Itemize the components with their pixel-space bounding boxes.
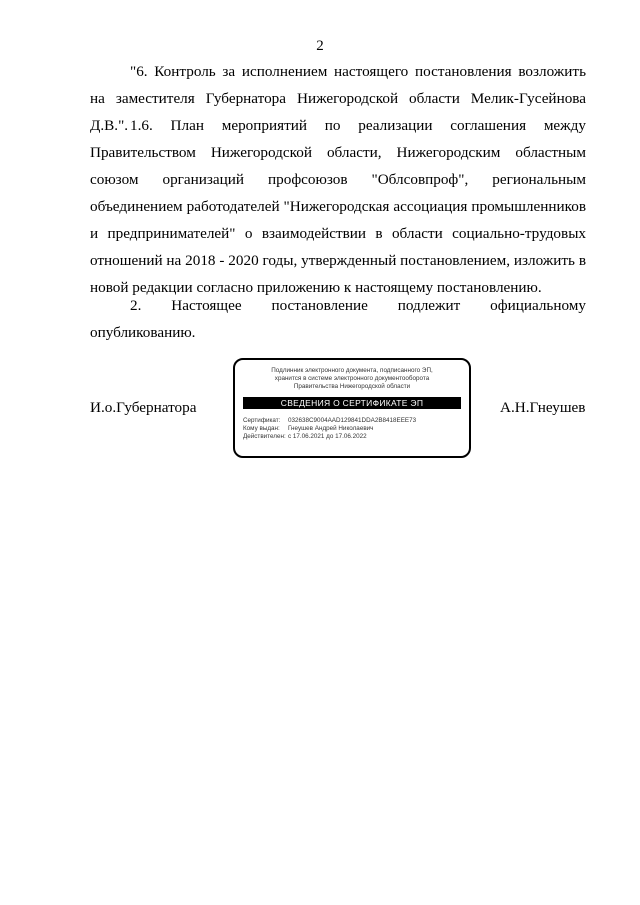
stamp-header-line: хранится в системе электронного документооборота (274, 375, 430, 382)
stamp-title-bar: СВЕДЕНИЯ О СЕРТИФИКАТЕ ЭП (243, 397, 461, 409)
page-number: 2 (316, 38, 324, 54)
paragraph-publication (90, 292, 586, 346)
publication-word: подлежит (397, 297, 461, 314)
paragraph-plan: 1.6. План мероприятий по реализации соглашения между Правительством Нижегородской области, Нижегородским областным союзом организаций профсоюзов "Облсовпроф", региональным объединением работодателей "Нижегородская ассоциация промышленников и предпринимателей" о взаимодействии в области социально-трудовых отношений на 2018 - 2020 годы, утвержденный постановлением, изложить в новой редакции согласно приложению к настоящему постановлению. (90, 117, 586, 296)
publication-second-line: опубликованию. (90, 324, 196, 341)
validity-label: Действителен: (243, 433, 286, 440)
certificate-label: Сертификат: (243, 417, 281, 424)
stamp-header-line: Правительства Нижегородской области (293, 383, 411, 390)
publication-number: 2. (130, 297, 142, 314)
certificate-value: 032638C9004AAD129841DDA2B8418EEE73 (288, 417, 417, 424)
validity-value: с 17.06.2021 до 17.06.2022 (288, 433, 367, 440)
stamp-details (243, 417, 461, 441)
signer-name: А.Н.Гнеушев (500, 399, 586, 416)
publication-first-line (90, 292, 586, 319)
publication-word: постановление (271, 297, 368, 314)
publication-word: Настоящее (171, 297, 242, 314)
validity-row (243, 433, 461, 441)
publication-word: официальному (490, 297, 586, 314)
electronic-signature-stamp (233, 358, 471, 458)
issued-to-value: Гнеушев Андрей Николаевич (288, 425, 374, 432)
certificate-row (243, 417, 461, 425)
stamp-header (235, 367, 469, 391)
stamp-header-line: Подлинник электронного документа, подписанного ЭП, (271, 367, 433, 374)
issued-to-label: Кому выдан: (243, 425, 280, 432)
signer-position: И.о.Губернатора (90, 399, 197, 416)
issued-to-row (243, 425, 461, 433)
paragraph-control: "6. Контроль за исполнением настоящего постановления возложить на заместителя Губернатора Нижегородской области Мелик-Гусейнова Д.В.". (90, 63, 586, 134)
